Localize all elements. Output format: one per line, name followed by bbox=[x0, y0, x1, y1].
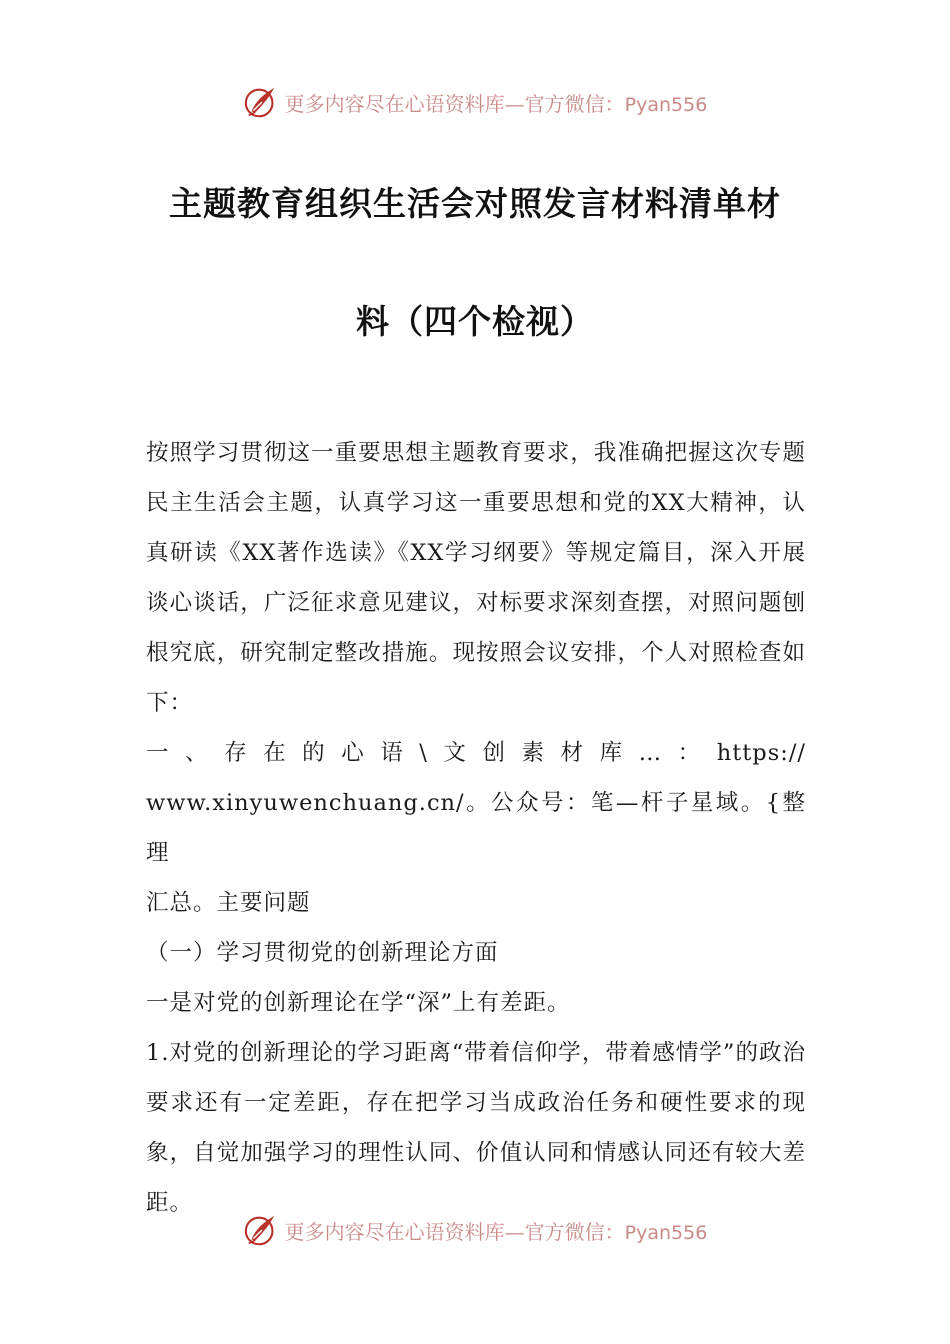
list-item-1: 1.对党的创新理论的学习距离“带着信仰学，带着感情学”的政治要求还有一定差距，存在把学习当成政治任务和硬性要求的现象，自觉加强学习的理性认同、价值认同和情感认同还有较大差距。 bbox=[146, 1040, 806, 1216]
point-heading: 一是对党的创新理论在学“深”上有差距。 bbox=[146, 990, 571, 1016]
header-banner-id: Pyan556 bbox=[624, 93, 708, 116]
footer-watermark-banner bbox=[0, 1208, 950, 1252]
section-heading-line-1: 一、存在的心语\文创素材库…：https:// bbox=[146, 740, 806, 766]
section-heading-line-3: 汇总。主要问题 bbox=[146, 890, 311, 916]
footer-banner-label: 更多内容尽在心语资料库—官方微信： bbox=[284, 1219, 625, 1244]
header-watermark-banner bbox=[0, 80, 950, 124]
footer-banner-text bbox=[285, 1216, 708, 1245]
document-title-line-2: 料（四个检视） bbox=[356, 302, 594, 341]
document-title-line-1: 主题教育组织生活会对照发言材料清单材 bbox=[169, 184, 781, 223]
subsection-heading: （一）学习贯彻党的创新理论方面 bbox=[146, 940, 499, 966]
intro-paragraph: 按照学习贯彻这一重要思想主题教育要求，我准确把握这次专题民主生活会主题，认真学习这一重要思想和党的XX大精神，认真研读《XX著作选读》《XX学习纲要》等规定篇目，深入开展谈心谈话，广泛征求意见建议，对标要求深刻查摆，对照问题刨根究底，研究制定整改措施。现按照会议安排，个人对照检查如下： bbox=[146, 440, 806, 716]
pen-logo-icon bbox=[243, 1211, 281, 1249]
section-heading-line-2: www.xinyuwenchuang.cn/。公众号：笔—杆子星域。{整理 bbox=[146, 790, 806, 866]
pen-logo-icon bbox=[243, 83, 281, 121]
footer-banner-id: Pyan556 bbox=[624, 1221, 708, 1244]
header-banner-text bbox=[285, 88, 708, 117]
header-banner-label: 更多内容尽在心语资料库—官方微信： bbox=[284, 91, 625, 116]
document-body bbox=[146, 428, 806, 1228]
